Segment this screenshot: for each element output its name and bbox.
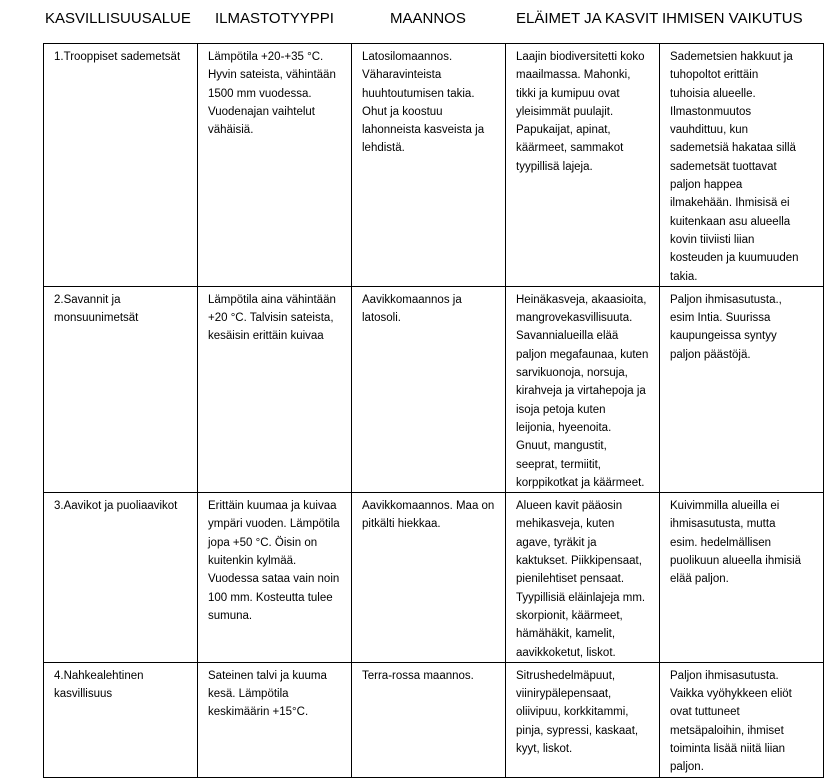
climate-cell: Sateinen talvi ja kuuma kesä. Lämpötila keskimäärin +15°C. — [198, 662, 352, 777]
zone-cell: 2.Savannit ja monsuunimetsät — [44, 286, 198, 492]
human-impact-cell: Paljon ihmisasutusta. Vaikka vyöhykkeen eliöt ovat tuttuneet metsäpaloihin, ihmiset toiminta lisää niitä liian paljon. — [660, 662, 824, 777]
human-impact-cell: Sademetsien hakkuut ja tuhopoltot erittäin tuhoisia alueelle. Ilmastonmuutos vauhdittuu, kun sademetsiä hakataa sillä sademetsät tuottavat paljon happea ilmakehään. Ihmisisä ei kuitenkaan asu alueella kovin tiiviisti liian kosteuden ja kuumuuden takia. — [660, 44, 824, 287]
soil-cell: Latosilomaannos. Väharavinteista huuhtoutumisen takia. Ohut ja koostuu lahonneista kasveista ja lehdistä. — [352, 44, 506, 287]
human-impact-cell: Paljon ihmisasutusta., esim Intia. Suurissa kaupungeissa syntyy paljon päästöjä. — [660, 286, 824, 492]
soil-cell: Aavikkomaannos ja latosoli. — [352, 286, 506, 492]
human-impact-cell: Kuivimmilla alueilla ei ihmisasutusta, mutta esim. hedelmällisen puolikuun alueella ihmisiä elää paljon. — [660, 493, 824, 663]
climate-cell: Erittäin kuumaa ja kuivaa ympäri vuoden. Lämpötila jopa +50 °C. Öisin on kuitenkin kylmää. Vuodessa sataa vain noin 100 mm. Kosteutta tulee sumuna. — [198, 493, 352, 663]
soil-cell: Aavikkomaannos. Maa on pitkälti hiekkaa. — [352, 493, 506, 663]
header-maannos: MAANNOS — [390, 10, 466, 27]
header-kasvillisuusalue: KASVILLISUUSALUE — [45, 10, 191, 27]
header-ihmisen-vaikutus: IHMISEN VAIKUTUS — [662, 10, 803, 27]
zone-cell: 1.Trooppiset sademetsät — [44, 44, 198, 287]
zone-cell: 3.Aavikot ja puoliaavikot — [44, 493, 198, 663]
table-row — [44, 44, 824, 287]
soil-cell: Terra-rossa maannos. — [352, 662, 506, 777]
species-cell: Laajin biodiversitetti koko maailmassa. Mahonki, tikki ja kumipuu ovat yleisimmät puulajit. Papukaijat, apinat, käärmeet, sammakot tyypillisä lajeja. — [506, 44, 660, 287]
table-row — [44, 493, 824, 663]
zone-cell: 4.Nahkealehtinen kasvillisuus — [44, 662, 198, 777]
header-elaimet-ja-kasvit: ELÄIMET JA KASVIT — [516, 10, 659, 27]
table-row — [44, 286, 824, 492]
header-ilmastotyyppi: ILMASTOTYYPPI — [215, 10, 334, 27]
species-cell: Alueen kavit pääosin mehikasveja, kuten agave, tyräkit ja kaktukset. Piikkipensaat, pienilehtiset pensaat. Tyypillisiä eläinlajeja mm. skorpionit, käärmeet, hämähäkit, kamelit, aavikkoketut, liskot. — [506, 493, 660, 663]
species-cell: Sitrushedelmäpuut, viinirypälepensaat, oliivipuu, korkkitammi, pinja, sypressi, kaskaat, kyyt, liskot. — [506, 662, 660, 777]
climate-cell: Lämpötila +20-+35 °C. Hyvin sateista, vähintään 1500 mm vuodessa. Vuodenajan vaihtelut vähäisiä. — [198, 44, 352, 287]
vegetation-zones-table — [43, 43, 824, 778]
table-row — [44, 662, 824, 777]
species-cell: Heinäkasveja, akaasioita, mangrovekasvillisuuta. Savannialueilla elää paljon megafaunaa, kuten sarvikuonoja, norsuja, kirahveja ja virtahepoja ja isoja petoja kuten leijonia, hyeenoita. Gnuut, mangustit, seeprat, termiitit, korppikotkat ja käärmeet. — [506, 286, 660, 492]
climate-cell: Lämpötila aina vähintään +20 °C. Talvisin sateista, kesäisin erittäin kuivaa — [198, 286, 352, 492]
